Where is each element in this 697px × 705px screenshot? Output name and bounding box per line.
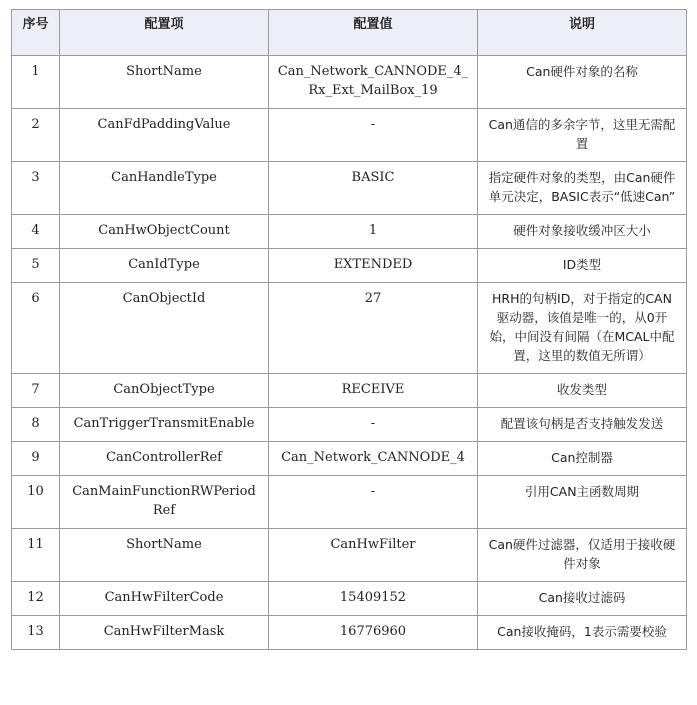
table-row <box>12 529 687 582</box>
config-item: CanMainFunctionRWPeriodRef <box>60 476 269 529</box>
config-item: ShortName <box>60 56 269 109</box>
config-description: HRH的句柄ID，对于指定的CAN驱动器，该值是唯一的，从0开始，中间没有间隔（在MCAL中配置，这里的数值无所谓） <box>478 283 687 374</box>
header-seq: 序号 <box>12 10 60 56</box>
config-item: CanHwFilterMask <box>60 616 269 650</box>
table-row <box>12 162 687 215</box>
config-value: BASIC <box>269 162 478 215</box>
config-description: Can接收过滤码 <box>478 582 687 616</box>
config-description: Can控制器 <box>478 442 687 476</box>
row-number: 5 <box>12 249 60 283</box>
row-number: 9 <box>12 442 60 476</box>
table-row <box>12 215 687 249</box>
row-number: 10 <box>12 476 60 529</box>
row-number: 2 <box>12 109 60 162</box>
config-value: CanHwFilter <box>269 529 478 582</box>
table-row <box>12 109 687 162</box>
config-value: Can_Network_CANNODE_4_Rx_Ext_MailBox_19 <box>269 56 478 109</box>
config-item: CanTriggerTransmitEnable <box>60 408 269 442</box>
header-desc: 说明 <box>478 10 687 56</box>
row-number: 4 <box>12 215 60 249</box>
config-description: 配置该句柄是否支持触发发送 <box>478 408 687 442</box>
row-number: 13 <box>12 616 60 650</box>
config-item: CanObjectId <box>60 283 269 374</box>
config-item: CanIdType <box>60 249 269 283</box>
config-value: - <box>269 476 478 529</box>
config-value: 1 <box>269 215 478 249</box>
table-row <box>12 408 687 442</box>
config-item: CanHwObjectCount <box>60 215 269 249</box>
config-item: ShortName <box>60 529 269 582</box>
config-table <box>11 9 687 650</box>
config-value: 27 <box>269 283 478 374</box>
config-item: CanControllerRef <box>60 442 269 476</box>
table-body <box>12 56 687 650</box>
config-description: 收发类型 <box>478 374 687 408</box>
table-row <box>12 582 687 616</box>
table-row <box>12 476 687 529</box>
config-value: - <box>269 408 478 442</box>
table-header <box>12 10 687 56</box>
config-description: 引用CAN主函数周期 <box>478 476 687 529</box>
config-item: CanHwFilterCode <box>60 582 269 616</box>
config-item: CanHandleType <box>60 162 269 215</box>
table-row <box>12 442 687 476</box>
config-value: EXTENDED <box>269 249 478 283</box>
row-number: 7 <box>12 374 60 408</box>
config-description: Can硬件过滤器，仅适用于接收硬件对象 <box>478 529 687 582</box>
row-number: 12 <box>12 582 60 616</box>
config-description: Can接收掩码，1表示需要校验 <box>478 616 687 650</box>
row-number: 1 <box>12 56 60 109</box>
table-row <box>12 616 687 650</box>
header-row <box>12 10 687 56</box>
table-row <box>12 249 687 283</box>
config-description: Can通信的多余字节，这里无需配置 <box>478 109 687 162</box>
table-row <box>12 283 687 374</box>
config-description: ID类型 <box>478 249 687 283</box>
config-item: CanFdPaddingValue <box>60 109 269 162</box>
row-number: 3 <box>12 162 60 215</box>
header-item: 配置项 <box>60 10 269 56</box>
config-value: 15409152 <box>269 582 478 616</box>
config-value: 16776960 <box>269 616 478 650</box>
table-row <box>12 374 687 408</box>
header-value: 配置值 <box>269 10 478 56</box>
config-value: RECEIVE <box>269 374 478 408</box>
table-row <box>12 56 687 109</box>
row-number: 8 <box>12 408 60 442</box>
config-description: 硬件对象接收缓冲区大小 <box>478 215 687 249</box>
config-value: - <box>269 109 478 162</box>
config-description: 指定硬件对象的类型，由Can硬件单元决定，BASIC表示“低速Can” <box>478 162 687 215</box>
config-value: Can_Network_CANNODE_4 <box>269 442 478 476</box>
row-number: 6 <box>12 283 60 374</box>
config-item: CanObjectType <box>60 374 269 408</box>
row-number: 11 <box>12 529 60 582</box>
config-description: Can硬件对象的名称 <box>478 56 687 109</box>
